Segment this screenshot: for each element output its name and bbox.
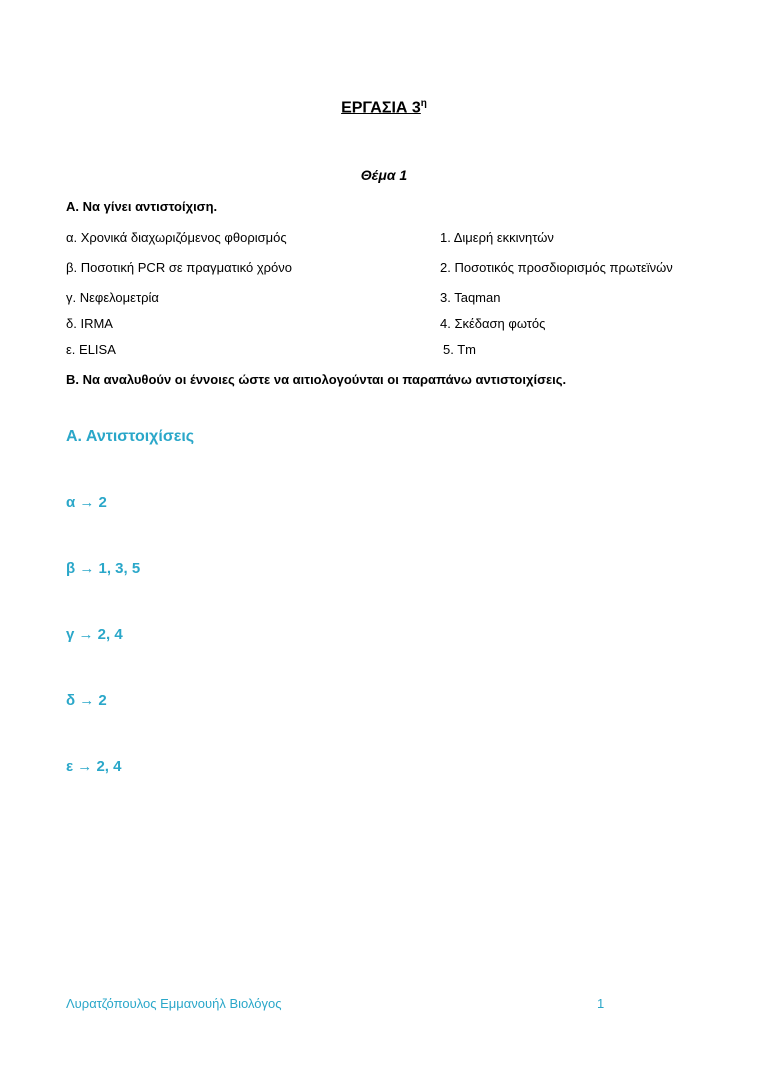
task-b-instruction: Β. Να αναλυθούν οι έννοιες ώστε να αιτιολογούνται οι παραπάνω αντιστοιχίσεις. xyxy=(66,372,567,387)
right-item: 3. Taqman xyxy=(440,290,501,305)
right-item: 1. Διμερή εκκινητών xyxy=(440,230,554,245)
title-superscript: η xyxy=(420,98,427,109)
answer-item: δ → 2 xyxy=(66,692,107,709)
answer-item: ε → 2, 4 xyxy=(66,758,122,775)
right-item: 2. Ποσοτικός προσδιορισμός πρωτεϊνών xyxy=(440,260,673,275)
page-number: 1 xyxy=(597,996,605,1011)
task-a-instruction: Α. Να γίνει αντιστοίχιση. xyxy=(66,199,218,214)
right-item: 5. Tm xyxy=(443,342,476,357)
left-item: γ. Νεφελομετρία xyxy=(66,290,159,305)
answer-item: β → 1, 3, 5 xyxy=(66,560,141,577)
left-item: δ. IRMA xyxy=(66,316,113,331)
left-item: ε. ELISA xyxy=(66,342,116,357)
document-title xyxy=(0,98,768,117)
footer-author: Λυρατζόπουλος Εμμανουήλ Βιολόγος xyxy=(66,996,282,1011)
subject-heading: Θέμα 1 xyxy=(360,167,408,183)
left-item: α. Χρονικά διαχωριζόμενος φθορισμός xyxy=(66,230,287,245)
answer-item: γ → 2, 4 xyxy=(66,626,123,643)
answer-item: α → 2 xyxy=(66,494,107,511)
answers-heading: Α. Αντιστοιχίσεις xyxy=(66,428,195,445)
right-item: 4. Σκέδαση φωτός xyxy=(440,316,546,331)
left-item: β. Ποσοτική PCR σε πραγματικό χρόνο xyxy=(66,260,293,275)
title-text: ΕΡΓΑΣΙΑ 3 xyxy=(341,99,421,117)
